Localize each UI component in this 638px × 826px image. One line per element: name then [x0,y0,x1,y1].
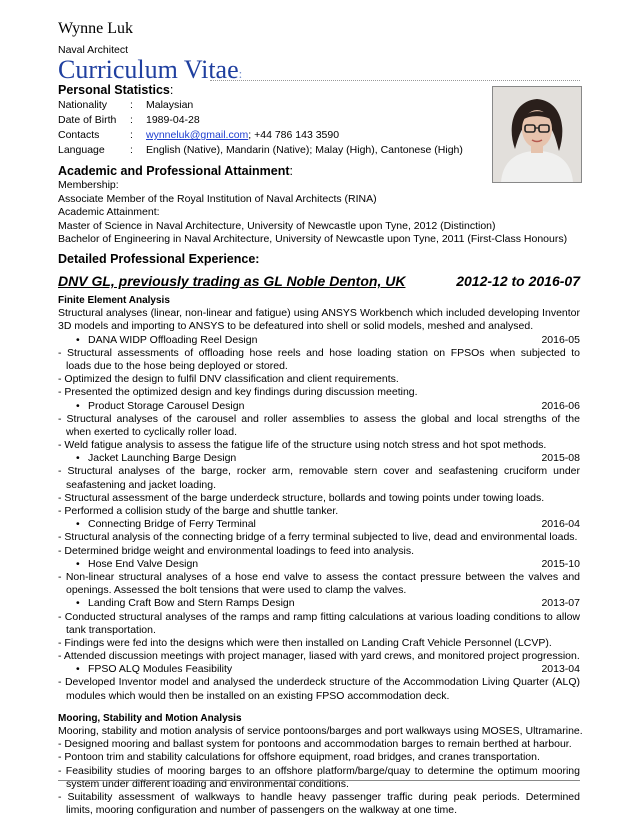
personal-heading: Personal Statistics: [58,83,174,97]
stat-row-contacts: Contacts : wynneluk@gmail.com; +44 786 143 3590 [58,129,340,141]
mooring-detail-line: - Suitability assessment of walkways to handle heavy passenger traffic during peak periods. Determined [58,790,580,803]
fea-intro-line: Structural analyses (linear, non-linear and fatigue) using ANSYS Workbench which included developing Inventor [58,307,580,320]
mooring-subheading: Mooring, Stability and Motion Analysis [58,712,242,724]
project-item [58,558,580,571]
project-detail-line: - Weld fatigue analysis to assess the fatigue life of the structure using notch stress and hot spot methods. [58,439,547,452]
project-detail-line: - Structural assessment of the barge underdeck structure, bollards and towing points under towing loads. [58,491,545,504]
project-detail-line: - Structural analyses of the barge, rocker arm, removable stern cover and seafastening cruciform under [58,465,580,478]
profile-photo [492,86,582,183]
project-detail-line: - Optimized the design to fulfil DNV classification and client requirements. [58,373,399,386]
academic-line: Academic Attainment: [58,206,160,218]
candidate-name: Wynne Luk [58,20,134,37]
experience-heading: Detailed Professional Experience: [58,252,260,266]
personal-stats [58,98,463,158]
stat-value: 1989-04-28 [146,114,200,126]
employment-dates: 2012-12 to 2016-07 [456,273,580,289]
project-title: Product Storage Carousel Design [88,399,245,412]
academic-line: Membership: [58,179,119,191]
project-item [58,400,580,413]
stat-row-dob: Date of Birth : 1989-04-28 [58,114,200,126]
fea-intro-line: 3D models and importing to ANSYS to be defeatured into shell or solid models, meshed and analysed. [58,320,534,333]
project-detail-line: - Findings were fed into the designs which were then installed on Landing Craft Vehicle Personnel (LCVP). [58,636,552,649]
project-detail-line: - Structural analyses of the carousel and roller assemblies to assess the global and local strengths of the [58,412,580,425]
portrait-image [493,87,581,182]
bullet-icon: • [76,663,80,676]
project-date: 2013-07 [541,597,580,610]
project-detail-line: loads due to the hose being deployed or stored. [66,359,288,372]
stat-value: English (Native), Mandarin (Native); Malay (High), Cantonese (High) [146,144,463,156]
mooring-detail-line: - Pontoon trim and stability calculations for offshore equipment, road bridges, and cranes transportation. [58,751,540,764]
bullet-icon: • [76,518,80,531]
project-title: Jacket Launching Barge Design [88,452,237,465]
academic-line: Associate Member of the Royal Institution of Naval Architects (RINA) [58,192,377,205]
phone-number: ; +44 786 143 3590 [248,129,340,141]
project-item [58,597,580,610]
academic-section [58,179,580,247]
bullet-icon: • [76,557,80,570]
project-date: 2015-10 [541,557,580,570]
mooring-detail-line: limits, mooring configuration and number of passengers on the walkway at one time. [66,804,458,817]
project-title: Hose End Valve Design [88,557,199,570]
project-item [58,334,580,347]
project-detail-line: - Attended discussion meetings with project manager, liased with yard crews, and monitored project progression. [58,650,580,663]
mooring-detail-line: - Feasibility studies of mooring barges to an offshore platform/barge/quay to determine the optimum mooring [58,764,580,777]
stat-row-language: Language : English (Native), Mandarin (Native); Malay (High), Cantonese (High) [58,144,463,156]
stat-key: Date of Birth [58,114,117,126]
project-date: 2013-04 [541,663,580,676]
mooring-detail-line: - Designed mooring and ballast system for pontoons and accommodation barges to remain berthed at harbour. [58,738,572,751]
project-item [58,663,580,676]
academic-line: Bachelor of Engineering in Naval Architecture, University of Newcastle upon Tyne, 2011 (First-Class Honours) [58,233,568,245]
project-detail-line: - Non-linear structural analyses of a hose end valve to assess the contact pressure between the valves and [58,570,580,583]
personal-heading-text: Personal Statistics [58,83,170,97]
mooring-detail-line: Mooring, stability and motion analysis of service pontoons/barges and port walkways using MOSES, Ultramarine. [58,725,583,737]
project-detail-line: openings. Assessed the bolt tensions that were used to clamp the valves. [66,584,407,597]
stat-value: Malaysian [146,99,194,111]
academic-line: Master of Science in Naval Architecture, University of Newcastle upon Tyne, 2012 (Distinction) [58,219,496,232]
project-title: Connecting Bridge of Ferry Terminal [88,518,256,531]
employer-header [58,273,580,289]
stat-row-nationality: Nationality : Malaysian [58,99,194,111]
bullet-icon: • [76,333,80,346]
project-detail-line: - Conducted structural analyses of the ramps and ramp fitting calculations at various loading conditions to allow [58,610,580,623]
project-detail-line: - Performed a collision study of the barge and shuttle tanker. [58,505,339,517]
document-title-colon: : [238,66,243,81]
project-item [58,452,580,465]
stat-key: Nationality [58,99,108,111]
project-date: 2016-04 [541,518,580,531]
mooring-detail-line: system under different loading and environmental conditions. [66,777,349,790]
section-gap [58,703,580,712]
project-detail-line: when exerted to cyclically roller load. [66,425,237,438]
project-detail-line: - Structural assessments of offloading hose reels and hose loading station on FPSOs when subjected to [58,346,580,359]
project-detail-line: tank transportation. [66,623,156,636]
project-detail-line: - Structural analysis of the connecting bridge of a ferry terminal subjected to live, dead and environmental loads. [58,531,578,544]
project-date: 2015-08 [541,452,580,465]
bullet-icon: • [76,452,80,465]
project-date: 2016-05 [541,333,580,346]
bullet-icon: • [76,597,80,610]
candidate-role: Naval Architect [58,44,129,56]
document-title-text: Curriculum Vitae [58,55,239,84]
employer-name: DNV GL, previously trading as GL Noble Denton, UK [58,273,406,289]
project-title: DANA WIDP Offloading Reel Design [88,333,258,346]
project-detail-line: - Presented the optimized design and key findings during discussion meeting. [58,386,418,399]
stat-key: Contacts [58,129,100,141]
project-detail-line: seafastening and jacket loading. [66,478,217,491]
project-title: FPSO ALQ Modules Feasibility [88,663,233,676]
project-date: 2016-06 [541,399,580,412]
page-footer-line [58,780,580,781]
academic-heading: Academic and Professional Attainment: [58,164,294,178]
project-title: Landing Craft Bow and Stern Ramps Design [88,597,295,610]
project-item [58,518,580,531]
experience-body [58,294,583,817]
project-detail-line: - Determined bridge weight and environmental loadings to feed into analysis. [58,544,415,557]
academic-heading-text: Academic and Professional Attainment [58,164,290,178]
stat-key: Language [58,144,105,156]
title-divider [210,80,580,81]
project-detail-line: modules which would then be installed on an existing FPSO accommodation deck. [66,689,450,702]
project-detail-line: - Developed Inventor model and analysed the underdeck structure of the Accommodation Living Quarter (ALQ) [58,676,580,689]
bullet-icon: • [76,399,80,412]
fea-subheading: Finite Element Analysis [58,295,170,306]
email-link[interactable]: wynneluk@gmail.com [146,129,249,141]
